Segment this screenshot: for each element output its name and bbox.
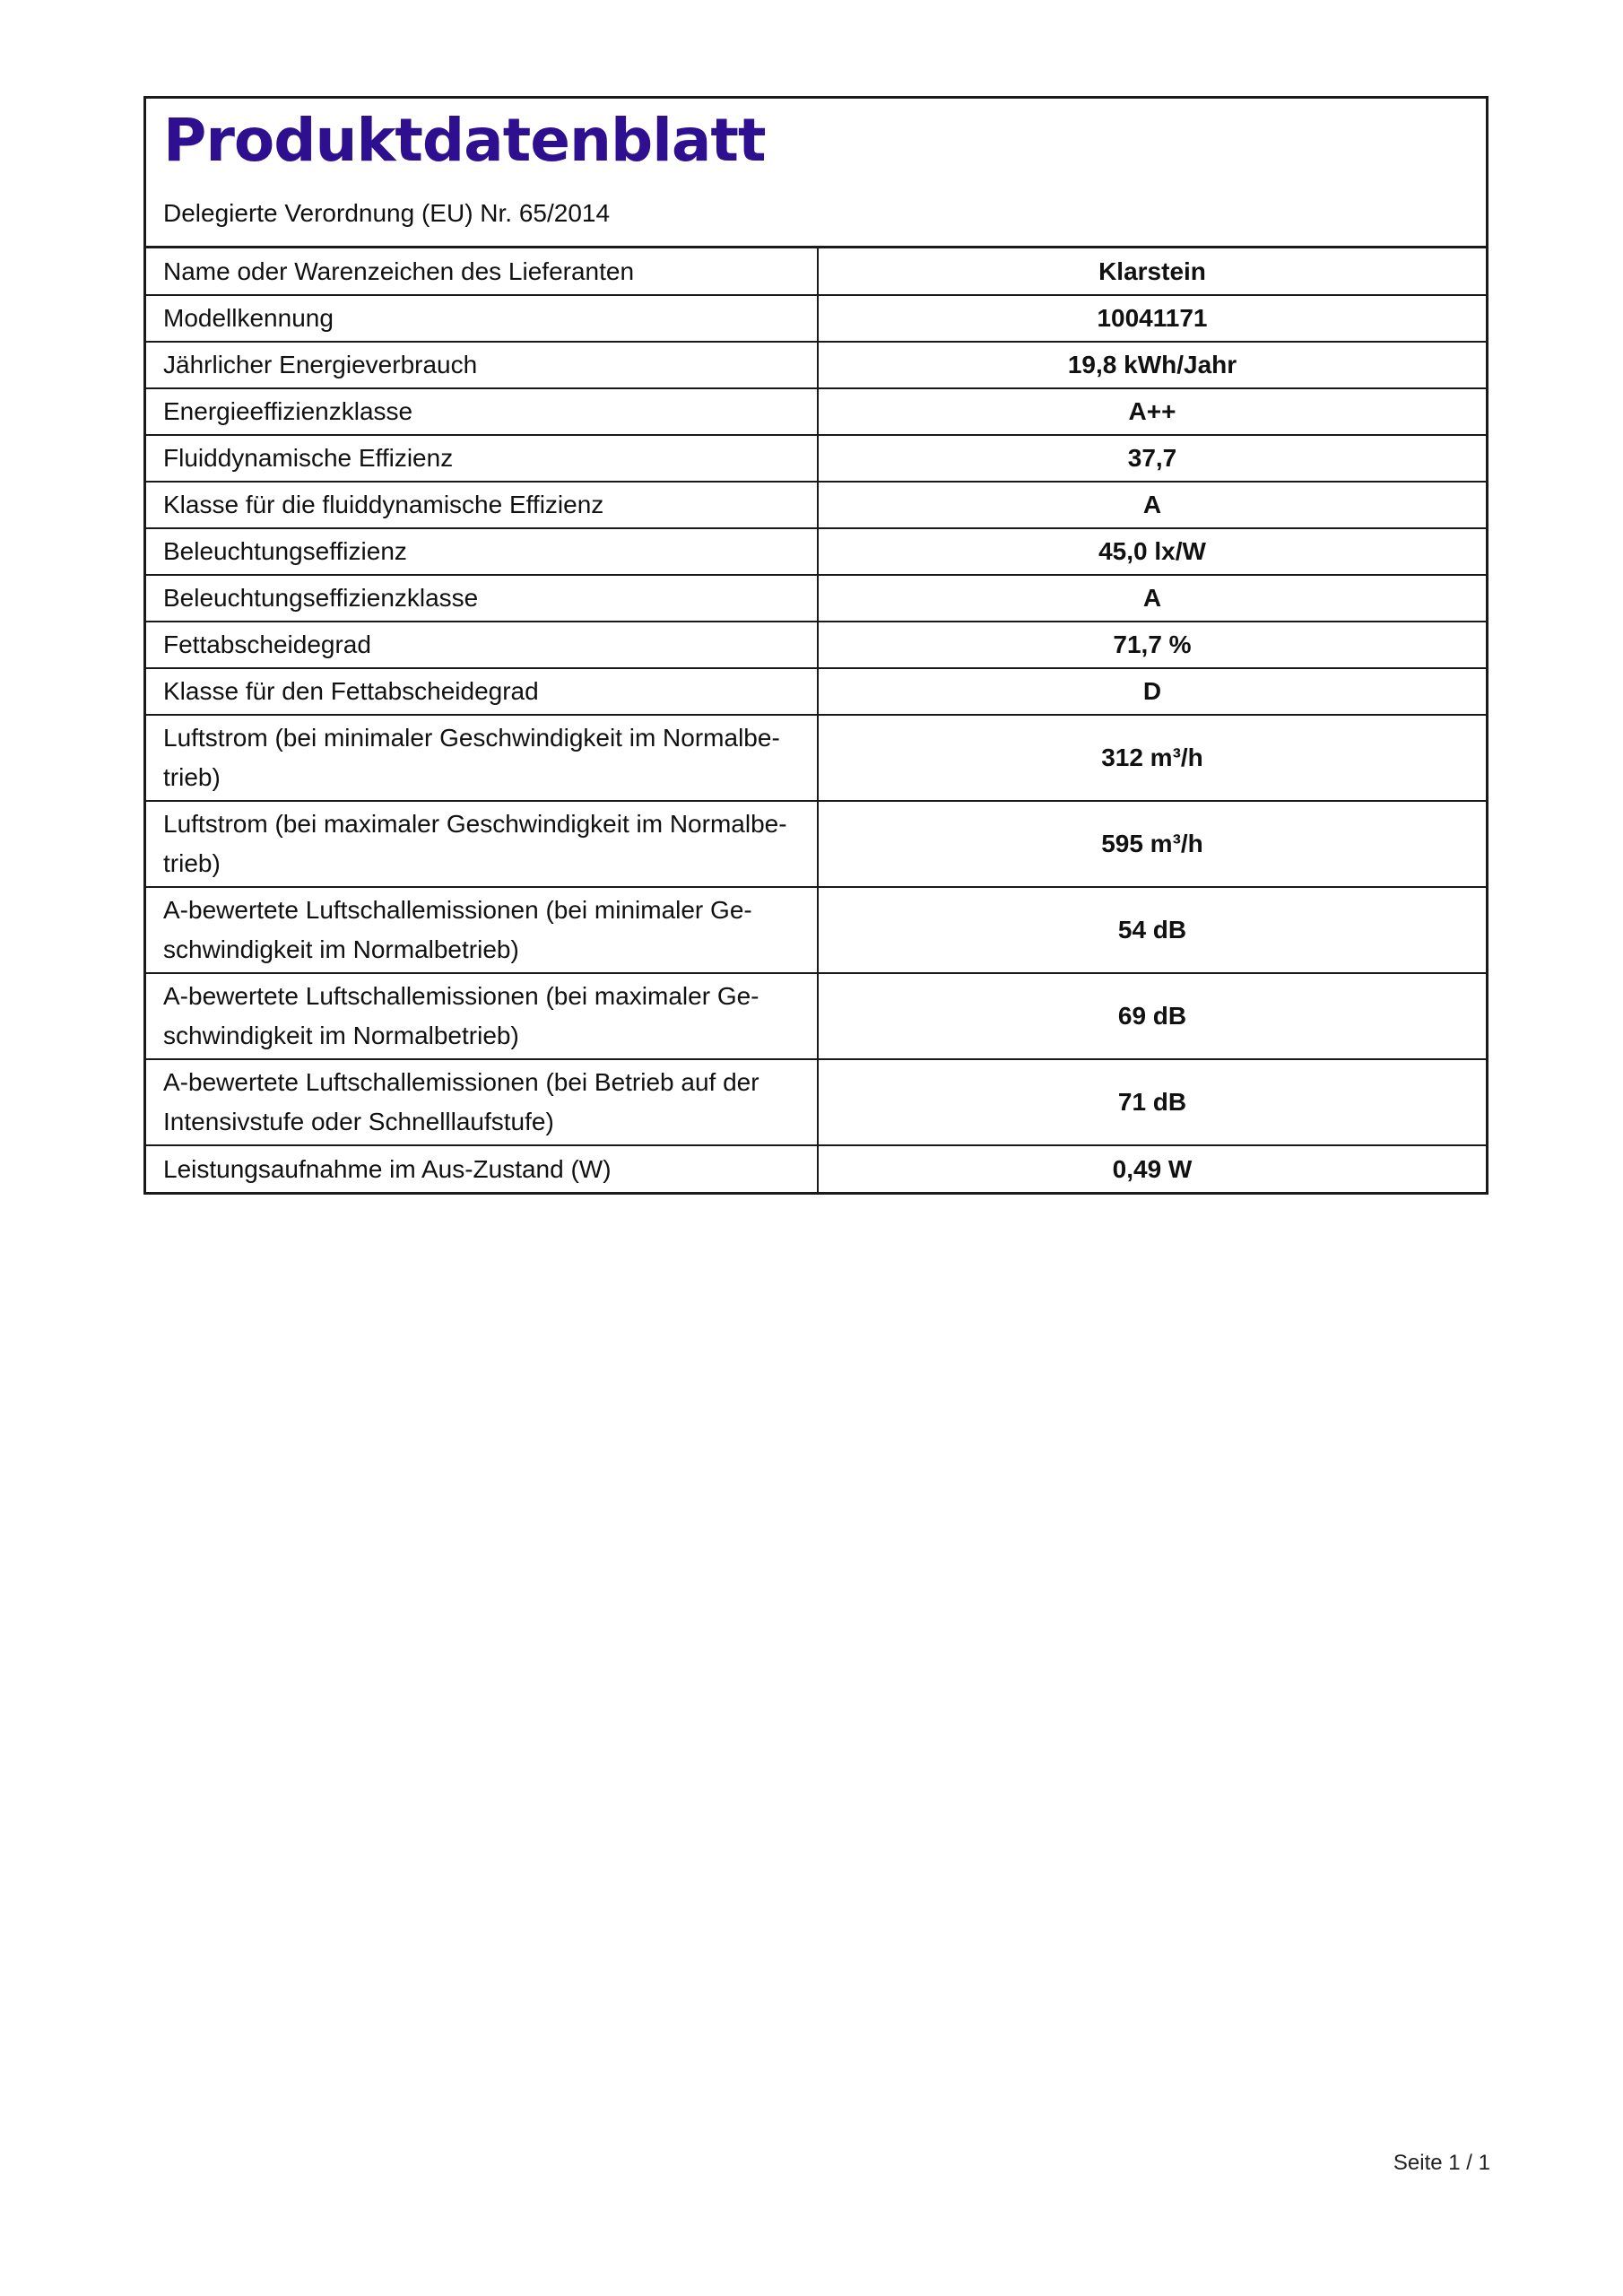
row-label: Name oder Warenzeichen des Lieferanten [146,248,818,295]
row-label: Leistungsaufnahme im Aus-Zustand (W) [146,1145,818,1192]
table-row [146,528,1486,575]
row-label: Klasse für den Fettabscheidegrad [146,668,818,715]
row-label [146,887,818,973]
row-label-line: trieb) [163,849,221,877]
row-value: 69 dB [818,973,1486,1059]
row-label: Jährlicher Energieverbrauch [146,342,818,388]
row-label: Fluiddynamische Effizienz [146,435,818,482]
row-label-line: trieb) [163,763,221,791]
row-value: 0,49 W [818,1145,1486,1192]
row-value: D [818,668,1486,715]
row-value: 71 dB [818,1059,1486,1145]
row-value: 312 m³/h [818,715,1486,801]
row-label-line: Intensivstufe oder Schnelllaufstufe) [163,1108,554,1135]
row-label: Beleuchtungseffizienz [146,528,818,575]
row-value: 45,0 lx/W [818,528,1486,575]
table-row [146,295,1486,342]
table-row [146,715,1486,801]
row-value: 10041171 [818,295,1486,342]
row-label [146,801,818,887]
table-row [146,435,1486,482]
table-row [146,668,1486,715]
table-row [146,1059,1486,1145]
row-label: Modellkennung [146,295,818,342]
row-value: 71,7 % [818,622,1486,668]
table-row [146,887,1486,973]
product-data-table [146,248,1486,1192]
row-value: A [818,482,1486,528]
row-label [146,715,818,801]
row-label: Klasse für die fluiddynamische Effizienz [146,482,818,528]
table-row [146,973,1486,1059]
row-label-line: Luftstrom (bei minimaler Geschwindigkeit im Normalbe- [163,724,780,752]
row-value: 54 dB [818,887,1486,973]
row-label [146,973,818,1059]
page-number: Seite 1 / 1 [1393,2151,1490,2175]
row-label-line: schwindigkeit im Normalbetrieb) [163,1022,519,1049]
row-label [146,1059,818,1145]
row-value: 19,8 kWh/Jahr [818,342,1486,388]
row-label-line: schwindigkeit im Normalbetrieb) [163,935,519,963]
row-value: 595 m³/h [818,801,1486,887]
table-row [146,482,1486,528]
table-row [146,1145,1486,1192]
row-value: 37,7 [818,435,1486,482]
row-label: Beleuchtungseffizienzklasse [146,575,818,622]
table-row [146,575,1486,622]
row-label-line: A-bewertete Luftschallemissionen (bei Betrieb auf der [163,1068,759,1096]
table-row [146,248,1486,295]
row-label-line: A-bewertete Luftschallemissionen (bei maximaler Ge- [163,982,759,1010]
row-label: Fettabscheidegrad [146,622,818,668]
table-row [146,622,1486,668]
page-title: Produktdatenblatt [163,106,766,175]
regulation-subtitle: Delegierte Verordnung (EU) Nr. 65/2014 [163,199,611,227]
row-value: Klarstein [1098,257,1206,285]
row-value: A++ [818,388,1486,435]
row-value: A [818,575,1486,622]
product-data-sheet [143,96,1488,1195]
row-label-line: Luftstrom (bei maximaler Geschwindigkeit im Normalbe- [163,810,787,838]
sheet-header [146,99,1486,248]
table-row [146,801,1486,887]
row-label: Energieeffizienzklasse [146,388,818,435]
table-row [146,388,1486,435]
table-row [146,342,1486,388]
row-label-line: A-bewertete Luftschallemissionen (bei minimaler Ge- [163,896,752,924]
